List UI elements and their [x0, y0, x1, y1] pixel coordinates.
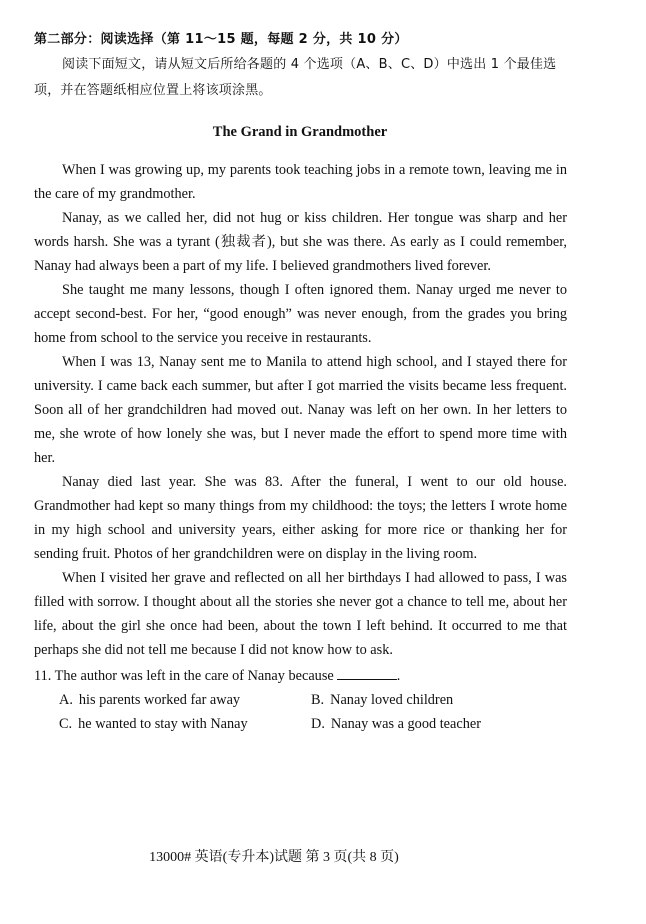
question-stem [34, 664, 574, 688]
option-text: Nanay loved children [330, 692, 454, 708]
question-number: 11. [34, 668, 52, 684]
section-instruction: 阅读下面短文，请从短文后所给各题的 4 个选项（A、B、C、D）中选出 1 个最佳选项，并在答题纸相应位置上将该项涂黑。 [34, 57, 557, 98]
option-letter: C. [59, 716, 73, 732]
question-11 [34, 664, 574, 736]
passage-title: The Grand in Grandmother [212, 124, 388, 140]
answer-blank [337, 665, 397, 680]
question-stem-end: . [396, 668, 401, 684]
passage-paragraph: When I was growing up, my parents took teaching jobs in a remote town, leaving me in the care of my grandmother. [34, 162, 567, 202]
passage-paragraph: When I visited her grave and reflected on all her birthdays I had allowed to pass, I was filled with sorrow. I thought about all the stories she never got a chance to tell me, about her life, about the girl she once had been, about the town I left behind. It occurred to me that perhaps she did not tell me because I did not know how to ask. [34, 570, 567, 658]
option-letter: B. [311, 692, 325, 708]
passage-paragraph: Nanay died last year. She was 83. After the funeral, I went to our old house. Grandmother had kept so many things from my childhood: the toys; the letters I wrote home in my high school and university years, either asking for more rice or thanking her for sending fruit. Photos of her grandchildren were on display in the living room. [34, 474, 567, 562]
page-footer: 13000# 英语(专升本)试题 第 3 页(共 8 页) [149, 850, 399, 865]
option-text: he wanted to stay with Nanay [78, 716, 248, 732]
option-letter: A. [59, 692, 73, 708]
passage-paragraph: When I was 13, Nanay sent me to Manila to attend high school, and I stayed there for university. I came back each summer, but after I got married the visits became less frequent. Soon all of her grandchildren had moved out. Nanay was left on her own. In her letters to me, she wrote of how lonely she was, but I never made the effort to spend more time with her. [34, 354, 567, 466]
option-letter: D. [311, 716, 325, 732]
passage-body [34, 158, 567, 662]
option-b[interactable] [311, 688, 563, 712]
passage-paragraph: Nanay, as we called her, did not hug or kiss children. Her tongue was sharp and her words harsh. She was a tyrant (独裁者), but she was there. As early as I could remember, Nanay had always been a part of my life. I believed grandmothers lived forever. [34, 210, 567, 274]
option-c[interactable] [59, 712, 311, 736]
option-a[interactable] [59, 688, 311, 712]
question-text: The author was left in the care of Nanay because [54, 668, 334, 684]
section-heading: 第二部分：阅读选择（第 11～15 题，每题 2 分，共 10 分） [34, 32, 408, 47]
answer-options [59, 688, 574, 736]
option-text: his parents worked far away [78, 692, 241, 708]
option-text: Nanay was a good teacher [330, 716, 481, 732]
passage-paragraph: She taught me many lessons, though I often ignored them. Nanay urged me never to accept second-best. For her, “good enough” was never enough, from the grades you bring home from school to the service you receive in restaurants. [34, 282, 567, 346]
option-d[interactable] [311, 712, 563, 736]
